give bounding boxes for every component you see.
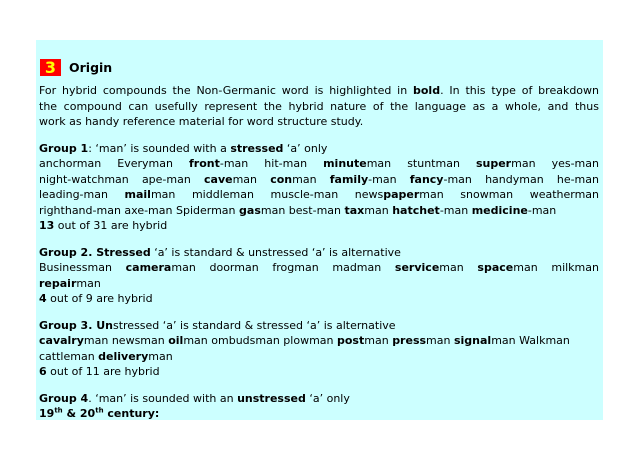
- group-3: [39, 318, 599, 380]
- group-1: [39, 141, 599, 234]
- bold-word: Group 3. Un: [39, 318, 113, 332]
- bold-word: oil: [168, 334, 184, 347]
- bold-word: Group 2. Stressed: [39, 245, 151, 259]
- bold-word: tax: [344, 203, 365, 217]
- content-panel: [36, 40, 603, 420]
- bold-word: repair: [39, 276, 77, 290]
- hybrid-count: 4 out of 9 are hybrid: [39, 292, 153, 305]
- ordinal-suffix: th: [95, 406, 104, 415]
- bold-word: post: [337, 334, 365, 347]
- bold-word: medicine: [471, 203, 528, 217]
- section-title: Origin: [69, 59, 113, 75]
- word-line: cavalryman newsman oilman ombudsman plowman postman pressman signalman Walkman: [39, 334, 570, 347]
- bold-word: 19: [39, 407, 55, 420]
- bold-word: 4: [39, 292, 47, 305]
- word-line: anchorman Everyman front-man hit-man minuteman stuntman superman yes-man: [39, 157, 599, 170]
- bold-word: paper: [383, 188, 420, 201]
- bold-word: con: [270, 172, 293, 186]
- bold-word: 13: [39, 219, 55, 232]
- bold-word: service: [394, 261, 440, 274]
- intro-paragraph: [39, 83, 599, 130]
- bold-word: signal: [453, 334, 492, 347]
- bold-word: cave: [204, 172, 233, 186]
- bold-word: front: [189, 157, 220, 170]
- bold-word: camera: [125, 261, 172, 274]
- word-line: righthand-man axe-man Spiderman gasman best-man taxman hatchet-man medicine-man: [39, 203, 557, 217]
- group-heading: Group 1: ‘man’ is sounded with a stressed ‘a’ only: [39, 141, 328, 155]
- bold-word: cavalry: [39, 334, 84, 347]
- word-line: leading-man mailman middleman muscle-man newspaperman snowman weatherman: [39, 188, 600, 201]
- group-heading: Group 4. ‘man’ is sounded with an unstressed ‘a’ only: [39, 391, 350, 405]
- word-line: Businessman cameraman doorman frogman madman serviceman spaceman milkman: [39, 261, 599, 274]
- group-2: [39, 245, 599, 307]
- century-line: [39, 406, 599, 422]
- bold-word: hatchet: [392, 203, 440, 217]
- group-heading: Group 3. Unstressed ‘a’ is standard & stressed ‘a’ is alternative: [39, 318, 396, 332]
- bold-word: minute: [323, 157, 367, 170]
- section-heading: [39, 57, 599, 77]
- bold-word: Group 1: [39, 141, 89, 155]
- bold-word: fancy: [409, 172, 444, 186]
- text-line: For hybrid compounds the Non-Germanic word is highlighted in bold. In this type of breakdown: [39, 84, 600, 97]
- bold-word: Group 4: [39, 391, 89, 405]
- group-heading: Group 2. Stressed ‘a’ is standard & unstressed ‘a’ is alternative: [39, 245, 401, 259]
- text-line: the compound can usefully represent the hybrid nature of the language as a whole, and thus: [39, 99, 599, 113]
- section-number-badge: 3: [40, 59, 61, 76]
- bold-word: gas: [239, 203, 261, 217]
- word-line: cattleman deliveryman: [39, 349, 173, 363]
- bold-word: family: [329, 172, 369, 186]
- word-line: repairman: [39, 276, 101, 290]
- ordinal-suffix: th: [54, 406, 63, 415]
- bold-word: stressed: [230, 141, 284, 155]
- hybrid-count: 6 out of 11 are hybrid: [39, 365, 160, 378]
- hybrid-count: 13 out of 31 are hybrid: [39, 219, 168, 232]
- bold-word: space: [477, 261, 514, 274]
- bold-word: century:: [103, 407, 160, 420]
- bold-word: & 20: [62, 407, 96, 420]
- text-line: work as handy reference material for word structure study.: [39, 115, 364, 128]
- bold-word: press: [392, 334, 427, 347]
- bold-word: unstressed: [237, 391, 306, 405]
- bold-word: super: [475, 157, 512, 170]
- word-line: night-watchman ape-man caveman conman family-man fancy-man handyman he-man: [39, 172, 599, 186]
- bold-word: 6: [39, 365, 47, 378]
- group-4: [39, 391, 599, 422]
- bold-word: delivery: [98, 349, 149, 363]
- bold-word: mail: [124, 188, 151, 201]
- bold-word: bold: [413, 84, 441, 97]
